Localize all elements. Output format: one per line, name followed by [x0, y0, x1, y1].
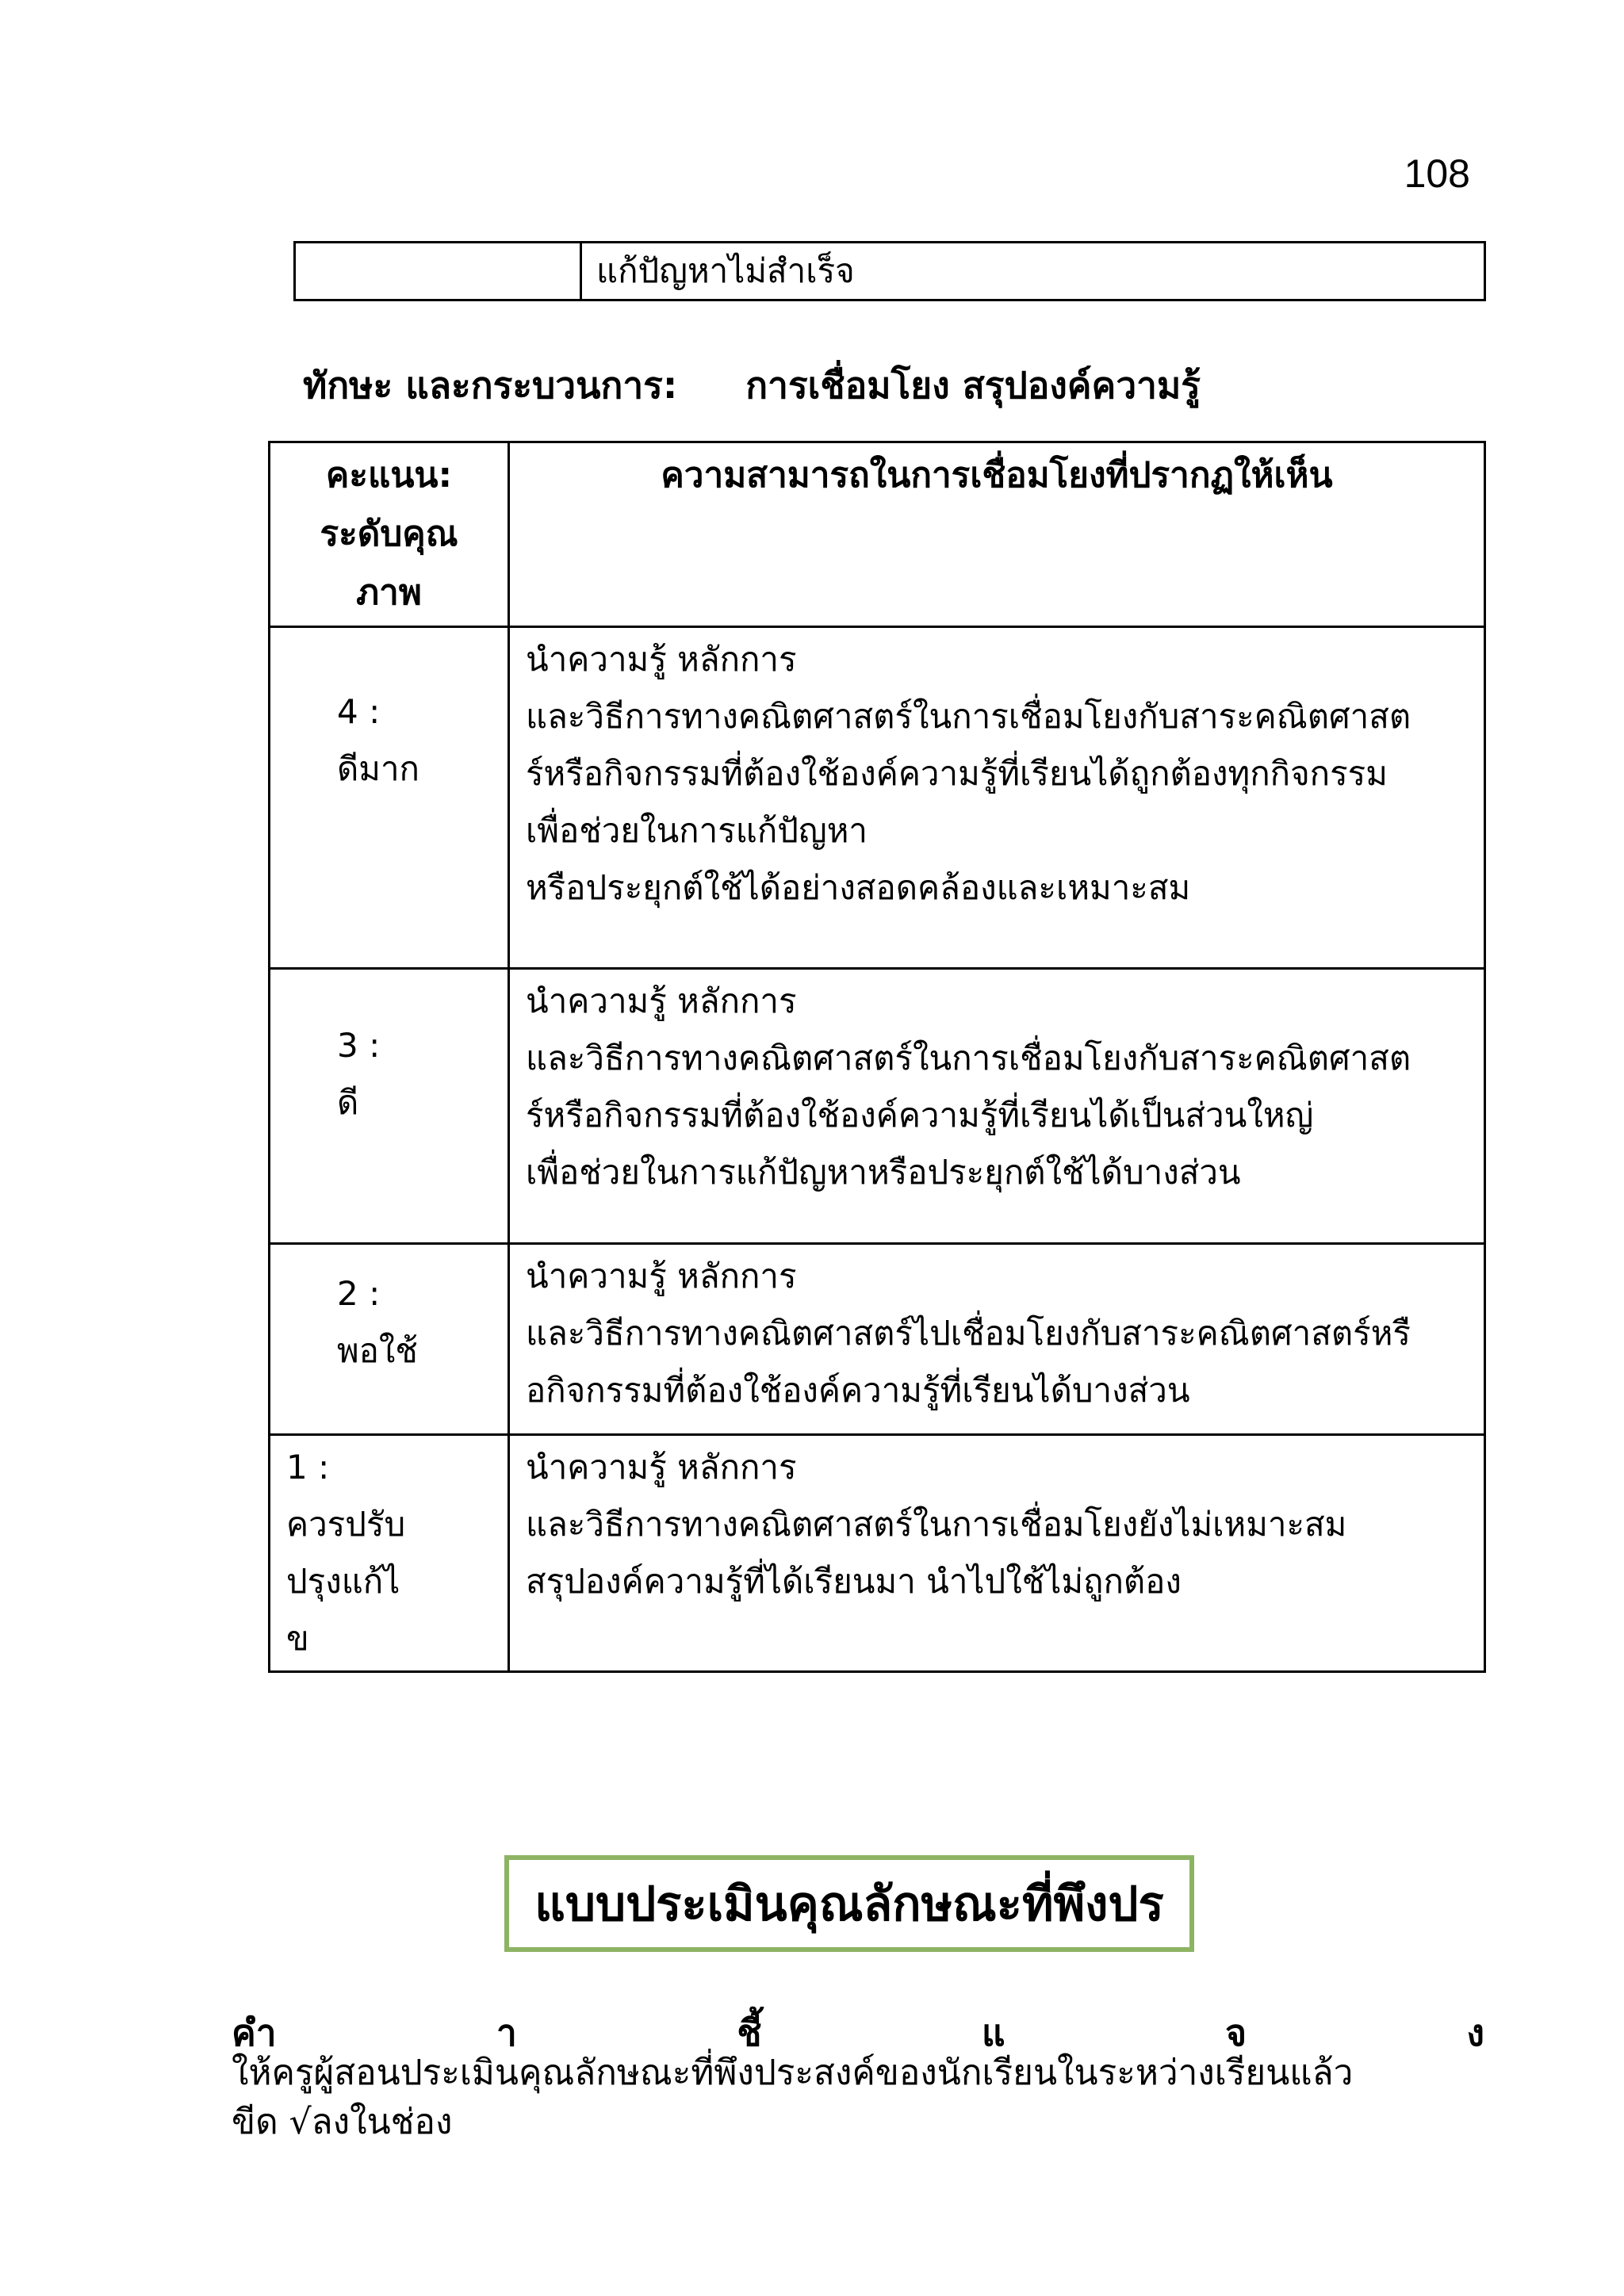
description-cell: นำความรู้ หลักการ และวิธีการทางคณิตศาสตร์ในการเชื่อมโยงกับสาระคณิตศาสต ร์หรือกิจกรรมที่ต้องใช้องค์ความรู้ที่เรียนได้ถูกต้องทุกกิจกรรม เพื่อช่วยในการแก้ปัญหา หรือประยุกต์ใช้ได้อย่างสอดคล้องและเหมาะสม	[509, 627, 1485, 969]
continued-table	[293, 241, 1486, 301]
rubric-header-row	[270, 442, 1485, 627]
rubric-header-score: คะแนน: ระดับคุณ ภาพ	[270, 442, 509, 627]
continued-table-score-cell	[295, 243, 581, 300]
table-row	[270, 1244, 1485, 1435]
instructions-text: ให้ครูผู้สอนประเมินคุณลักษณะที่พึงประสงค์ของนักเรียนในระหว่างเรียนแล้ว ขีด √ลงในช่อง	[232, 2053, 1354, 2142]
rubric-header-description: ความสามารถในการเชื่อมโยงที่ปรากฏให้เห็น	[509, 442, 1485, 627]
page-number: 108	[1404, 151, 1470, 196]
form-title-box	[504, 1855, 1194, 1952]
form-title: แบบประเมินคุณลักษณะที่พึงปร	[534, 1876, 1164, 1932]
section-title: การเชื่อมโยง สรุปองค์ความรู้	[745, 364, 1201, 407]
rubric-table	[268, 441, 1486, 1673]
table-row	[270, 627, 1485, 969]
score-cell: 3 : ดี	[270, 969, 509, 1244]
section-heading	[303, 357, 1201, 415]
description-cell: นำความรู้ หลักการ และวิธีการทางคณิตศาสตร์ในการเชื่อมโยงกับสาระคณิตศาสต ร์หรือกิจกรรมที่ต้องใช้องค์ความรู้ที่เรียนได้เป็นส่วนใหญ่ เพื่อช่วยในการแก้ปัญหาหรือประยุกต์ใช้ได้บางส่วน	[509, 969, 1485, 1244]
table-row	[270, 1435, 1485, 1672]
score-cell: 4 : ดีมาก	[270, 627, 509, 969]
description-cell: นำความรู้ หลักการ และวิธีการทางคณิตศาสตร์ในการเชื่อมโยงยังไม่เหมาะสม สรุปองค์ความรู้ที่ได้เรียนมา นำไปใช้ไม่ถูกต้อง	[509, 1435, 1485, 1672]
description-cell: นำความรู้ หลักการ และวิธีการทางคณิตศาสตร์ไปเชื่อมโยงกับสาระคณิตศาสตร์หรื อกิจกรรมที่ต้องใช้องค์ความรู้ที่เรียนได้บางส่วน	[509, 1244, 1485, 1435]
table-row	[270, 969, 1485, 1244]
score-cell: 2 : พอใช้	[270, 1244, 509, 1435]
score-cell: 1 : ควรปรับ ปรุงแก้ไ ข	[270, 1435, 509, 1672]
instructions-label: คำ า ชี้ แ จ ง	[232, 2011, 1484, 2054]
section-label: ทักษะ และกระบวนการ:	[303, 364, 678, 407]
continued-table-desc-cell: แก้ปัญหาไม่สำเร็จ	[581, 243, 1485, 300]
